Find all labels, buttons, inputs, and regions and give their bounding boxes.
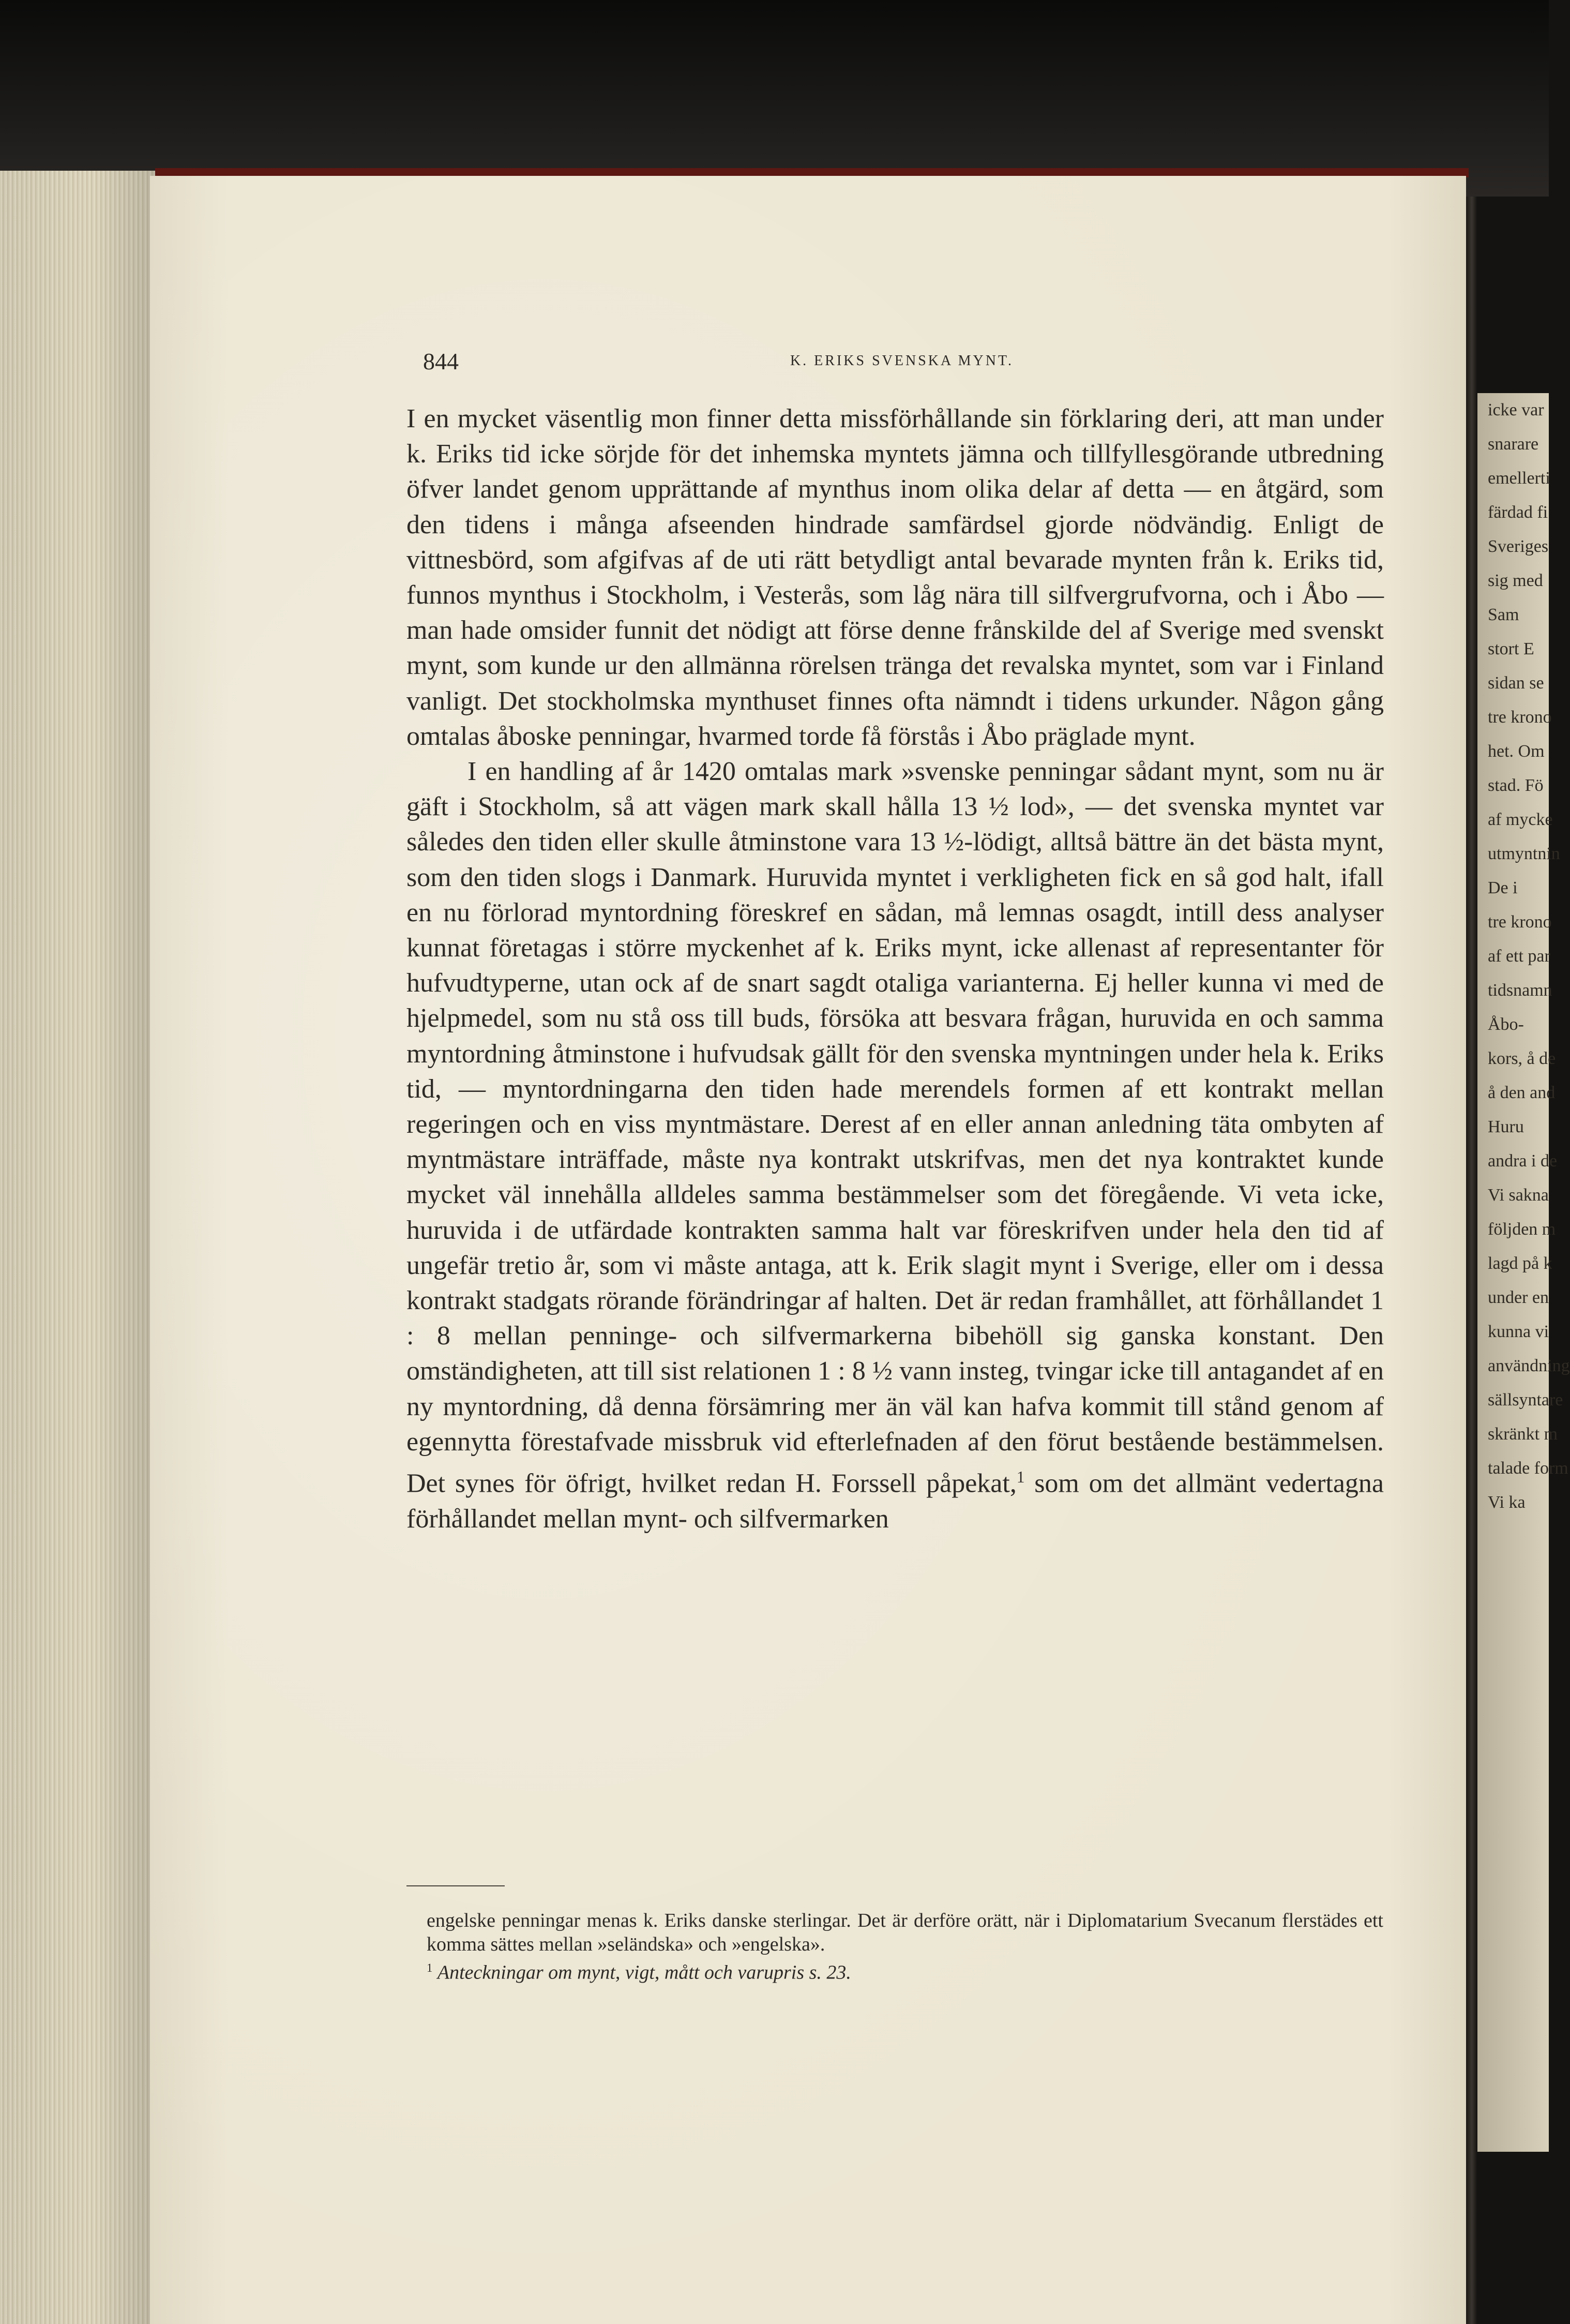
adjacent-page-line: utmyntnin [1488, 844, 1560, 863]
book-page-edges [0, 171, 155, 2324]
adjacent-page-line: tre krono [1488, 708, 1552, 727]
background-top [0, 0, 1549, 197]
adjacent-page [1477, 393, 1570, 2152]
book-gutter [1466, 197, 1477, 2324]
adjacent-page-line: af mycke [1488, 810, 1553, 829]
adjacent-page-line: Huru [1488, 1117, 1524, 1136]
adjacent-page-line: å den and [1488, 1083, 1556, 1102]
adjacent-page-line: andra i de [1488, 1151, 1558, 1171]
adjacent-page-line: stort E [1488, 639, 1534, 658]
adjacent-page-line: sällsyntare [1488, 1390, 1563, 1410]
adjacent-page-line: kunna vi [1488, 1322, 1549, 1341]
adjacent-page-line: Sveriges [1488, 537, 1549, 556]
adjacent-page-line: Sam [1488, 605, 1519, 624]
page-header [423, 348, 1381, 379]
adjacent-page-line: af ett par [1488, 947, 1550, 966]
adjacent-page-line: kors, å de [1488, 1049, 1556, 1068]
adjacent-page-line: användning [1488, 1356, 1570, 1375]
adjacent-page-line: följden m [1488, 1220, 1556, 1239]
adjacent-page-line: sidan se [1488, 673, 1544, 693]
adjacent-page-line: stad. Fö [1488, 776, 1544, 795]
adjacent-page-line: Vi sakna [1488, 1186, 1549, 1205]
running-title: K. ERIKS SVENSKA MYNT. [790, 353, 1014, 369]
footnote-1: $^1$ Anteckningar om mynt, vigt, mått och varupris s. 23. [427, 1961, 851, 1984]
adjacent-page-line: tidsnamn [1488, 981, 1552, 1000]
adjacent-page-line: Vi ka [1488, 1493, 1526, 1512]
adjacent-page-line: färdad fi [1488, 503, 1548, 522]
adjacent-page-line: emellerti [1488, 469, 1550, 488]
body-text [406, 401, 1384, 1537]
adjacent-page-line: het. Om [1488, 742, 1545, 761]
paragraph: I en handling af år 1420 omtalas mark »svenske penningar sådant mynt, som nu är gäft i Stockholm, så att vägen mark skall hålla 13 ½ lod», — det svenska myntet var således den tiden eller skulle åtminstone vara 13 ½-lödigt, alltså bättre än det bästa mynt, som den tiden slogs i Danmark. Huruvida myntet i verkligheten fick en så god halt, ifall en nu förlorad myntordning föreskref en sådan, må lemnas osagdt, intill dess analyser kunnat företagas i större myckenhet af k. Eriks mynt, icke allenast af representanter för hufvudtyperne, utan ock af de snart sagdt otaliga varianterna. Ej heller kunna vi med de hjelpmedel, som nu stå oss till buds, försöka att besvara frågan, huruvida en och samma myntordning åtminstone i hufvudsak gällt för den svenska myntningen under hela k. Eriks tid, — myntordningarna den tiden hade merendels formen af ett kontrakt mellan regeringen och en viss myntmästare. Derest af en eller annan anledning täta ombyten af myntmästare inträffade, måste nya kontrakt utskrifvas, men det nya kontraktet kunde mycket väl innehålla alldeles samma bestämmelser som det föregående. Vi veta icke, huruvida i de utfärdade kontrakten samma halt var föreskrifven under hela den tid af ungefär tretio år, som vi måste antaga, att k. Erik slagit mynt i Sverige, eller om i dessa kontrakt stadgats rörande förändringar af halten. Det är redan framhållet, att förhållandet 1 : 8 mellan penninge- och silfvermarkerna bibehöll sig ganska konstant. Den omständigheten, att till sist relationen 1 : 8 ½ vann insteg, tvingar icke till antagandet af en ny myntordning, då denna försämring mer än väl kan hafva kommit till stånd genom af egennytta förestafvade missbruk vid efterlefnaden af den förut bestående bestämmelsen. Det synes för öfrigt, hvilket redan H. Forssell påpekat,$^1$ som om det allmänt vedertagna förhållandet mellan mynt- och silfvermarken [406, 757, 1384, 1534]
footnote-rule [406, 1885, 505, 1886]
adjacent-page-line: sig med [1488, 571, 1543, 590]
paragraph: I en mycket väsentlig mon finner detta missförhållande sin förklaring deri, att man under k. Eriks tid icke sörjde för det inhemska myntets jämna och tillfyllesgörande utbredning öfver landet genom upprättande af mynthus inom olika delar af detta — en åtgärd, som den tidens i många afseenden hindrade samfärdsel gjorde nödvändig. Enligt de vittnesbörd, som afgifvas af de uti rätt betydligt antal bevarade mynten från k. Eriks tid, funnos mynthus i Stockholm, i Vesterås, som låg nära till silfvergrufvorna, och i Åbo — man hade omsider funnit det nödigt att förse denne frånskilde del af Sverige med svenskt mynt, som kunde ur den allmänna rörelsen tränga det revalska myntet, som var i Finland vanligt. Det stockholmska mynthuset finnes ofta nämndt i tidens urkunder. Någon gång omtalas åboske penningar, hvarmed torde få förstås i Åbo präglade mynt. [406, 404, 1384, 751]
footnote-ref: 1 [1016, 1468, 1025, 1487]
adjacent-page-line: tre krono [1488, 912, 1552, 932]
adjacent-page-line: De i [1488, 878, 1518, 897]
footnotes [427, 1909, 1383, 1985]
page-number: 844 [423, 348, 459, 374]
adjacent-page-line: under en [1488, 1288, 1549, 1307]
adjacent-page-line: skränkt m [1488, 1425, 1558, 1444]
adjacent-page-line: talade form [1488, 1459, 1568, 1478]
adjacent-page-line: lagd på k [1488, 1254, 1552, 1273]
adjacent-page-text [1477, 393, 1570, 1520]
footnote-continued: engelske penningar menas k. Eriks danske sterlingar. Det är derföre orätt, när i Diplomatarium Svecanum flerstädes ett komma sättes mellan »seländska» och »engelska». [427, 1910, 1383, 1955]
adjacent-page-line: snarare [1488, 434, 1539, 454]
adjacent-page-line: Åbo- [1488, 1015, 1524, 1034]
adjacent-page-line: icke var [1488, 400, 1544, 419]
